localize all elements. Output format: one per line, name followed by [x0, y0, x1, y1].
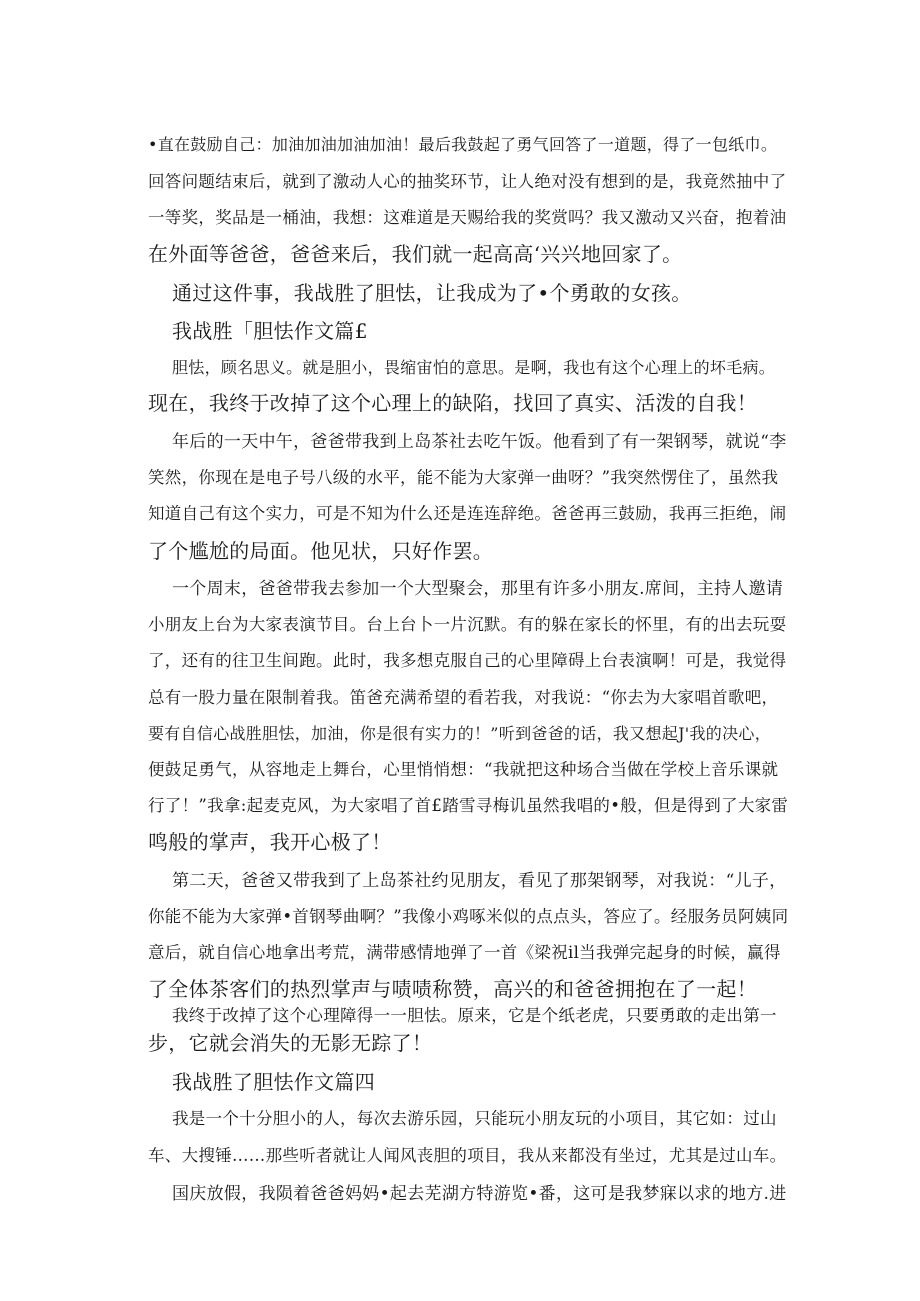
text-line: 要有自信心战胜胆怯，加油，你是很有实力的！”听到爸爸的话，我又想起J'我的决心，	[148, 724, 771, 743]
text-line: 笑然，你现在是电子号八级的水平，能不能为大家弹一曲呀？”我突然愣住了，虽然我	[148, 468, 779, 487]
text-line: 一等奖，奖品是一桶油，我想：这难道是天赐给我的奖赏吗？我又激动又兴奋，抱着油	[148, 208, 787, 227]
text-line: 小朋友上台为大家表演节目。台上台卜一片沉默。有的躲在家长的怀里，有的出去玩耍	[148, 615, 787, 634]
section-heading: 我战胜「胆怯作文篇£	[172, 319, 368, 343]
text-line: 年后的一天中午，爸爸带我到上岛茶社去吃午饭。他看到了有一架钢琴，就说“李	[172, 432, 787, 452]
text-line: 在外面等爸爸，爸爸来后，我们就一起高高‘兴兴地回家了。	[148, 242, 683, 266]
text-line: 第二天，爸爸又带我到了上岛茶社约见朋友，看见了那架钢琴，对我说：“儿子，	[172, 871, 787, 891]
text-line: 了，还有的往卫生间跑。此时，我多想克服自己的心里障碍上台表演啊！可是，我觉得	[148, 651, 787, 670]
text-line: 步，它就会消失的无影无踪了！	[148, 1031, 433, 1055]
text-line: 胆怯，顾名思义。就是胆小，畏缩宙怕的意思。是啊，我也有这个心理上的坏毛病。	[172, 358, 776, 377]
text-line: 一个周末，爸爸带我去参加一个大型聚会，那里有许多小朋友.席间，主持人邀请	[172, 579, 784, 599]
text-line: 你能不能为大家弹•首钢琴曲啊？”我像小鸡啄米似的点点头，答应了。经服务员阿姨同	[148, 907, 788, 926]
text-line: 通过这件事，我战胜了胆怯，让我成为了•个勇敢的女孩。	[172, 281, 692, 305]
text-line: 我终于改掉了这个心理障得一一胆怯。原来，它是个纸老虎，只要勇敢的走出第一	[172, 1006, 777, 1025]
text-line: 现在，我终于改掉了这个心理上的缺陷，找回了真实、活泼的自我！	[148, 391, 757, 415]
text-line: 车、大搜锤……那些听者就让人闻风丧胆的项目，我从来都没有坐过，尤其是过山车。	[148, 1146, 787, 1165]
text-line: 国庆放假，我陨着爸爸妈妈•起去芜湖方特游览•番，这可是我梦寐以求的地方.进	[172, 1184, 787, 1204]
text-line: 意后，就自信心地拿出考荒，满带感情地弹了一首《梁祝il当我弹完起身的时候，赢得	[148, 943, 781, 962]
text-line: •直在鼓励自己：加油加油加油加油！最后我鼓起了勇气回答了一道题，得了一包纸巾。	[148, 135, 778, 154]
text-line: 便鼓足勇气，从容地走上舞台，心里悄悄想：“我就把这种场合当做在学校上音乐课就	[148, 760, 779, 779]
text-line: 鸣般的掌声，我开心极了！	[148, 830, 392, 854]
text-line: 了个尴尬的局面。他见状，只好作罢。	[148, 539, 494, 563]
text-line: 了全体茶客们的热烈掌声与啧啧称赞，高兴的和爸爸拥抱在了一起！	[148, 977, 757, 1001]
text-line: 行了！”我拿:起麦克风，为大家唱了首£踏雪寻梅讥虽然我唱的•般，但是得到了大家雷	[148, 796, 788, 815]
text-line: 我是一个十分胆小的人，每次去游乐园，只能玩小朋友玩的小项目，其它如：过山	[172, 1109, 777, 1128]
text-line: 回答问题结束后，就到了激动人心的抽奖环节，让人绝对没有想到的是，我竟然抽中了	[148, 172, 787, 191]
text-line: 知道自己有这个实力，可是不知为什么还是连连辞绝。爸爸再三鼓励，我再三拒绝，闹	[148, 504, 787, 523]
section-heading: 我战胜了胆怯作文篇四	[172, 1070, 375, 1094]
text-line: 总有一股力量在限制着我。笛爸充满希望的看若我，对我说：“你去为大家唱首歌吧，	[148, 688, 779, 707]
